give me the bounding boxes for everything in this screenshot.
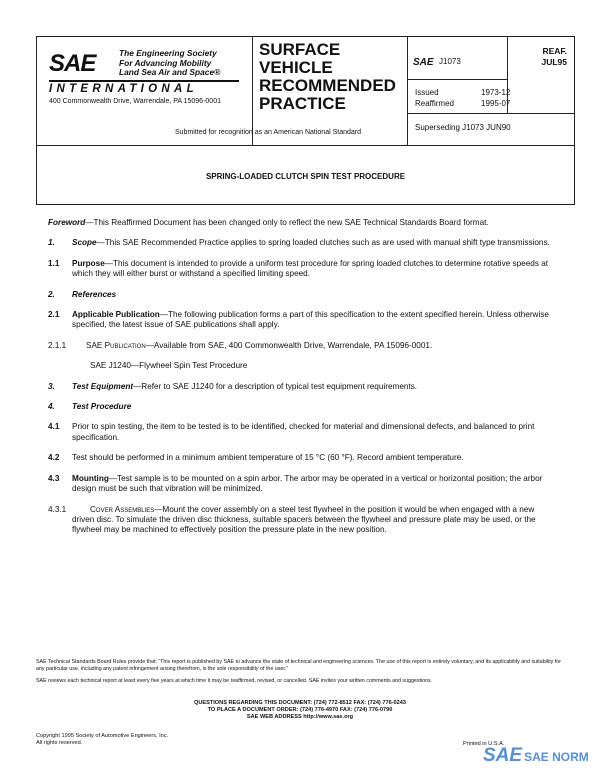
- section-number: 4.3.1: [48, 504, 67, 514]
- section-number: 4.1: [48, 422, 60, 432]
- section-number: 4.: [48, 402, 55, 412]
- doc-type-line-4: PRACTICE: [259, 94, 346, 113]
- questions-line: QUESTIONS REGARDING THIS DOCUMENT: (724) 772-8512 FAX: (724) 776-0243: [193, 700, 406, 706]
- foreword-text: —This Reaffirmed Document has been changed only to reflect the new SAE Technical Standards Board format.: [85, 218, 489, 227]
- society-tagline: [119, 49, 220, 78]
- section-number: 1.1: [48, 258, 60, 268]
- foreword-heading: Foreword: [48, 218, 86, 227]
- reaffirmed-value: 1995-07: [481, 99, 511, 108]
- section-heading: Test Equipment: [72, 381, 134, 391]
- footer-policy: [36, 659, 566, 685]
- reaf-line-2: JUL95: [541, 57, 567, 67]
- section-text: —Refer to SAE J1240 for a description of typical test equipment requirements.: [133, 381, 418, 391]
- reaffirmation-stamp: [541, 46, 567, 68]
- section-number: 2.1: [48, 310, 60, 320]
- contact-info: [0, 700, 600, 721]
- sae-small-logo: SAE: [413, 57, 434, 68]
- divider: [407, 113, 574, 114]
- title-box: [36, 144, 575, 205]
- divider: [407, 37, 408, 145]
- foreword: [36, 218, 550, 228]
- reference-text: SAE J1240—Flywheel Spin Test Procedure: [90, 361, 248, 371]
- issued-label: Issued: [415, 88, 439, 97]
- section-3: [36, 382, 550, 392]
- document-number: J1073: [439, 57, 461, 66]
- section-heading: Applicable Publication: [72, 310, 160, 320]
- section-text: Test should be performed in a minimum ambient temperature of 15 °C (60 °F). Record ambient temperature.: [72, 453, 464, 463]
- tagline-line-2: For Advancing Mobility: [119, 57, 212, 68]
- section-number: 1.: [48, 238, 55, 248]
- rights-line: All rights reserved.: [36, 740, 83, 746]
- issue-dates: [415, 87, 565, 109]
- sae-norm-mark: SAE: [483, 745, 523, 766]
- doc-type-line-3: RECOMMENDED: [259, 76, 396, 95]
- section-text: Prior to spin testing, the item to be tested is to be identified, checked for material and dimensional defects, and balanced to print specification.: [72, 422, 535, 442]
- issued-value: 1973-12: [481, 88, 511, 97]
- section-heading: SAE Publication: [86, 340, 146, 350]
- section-number: 4.3: [48, 473, 60, 483]
- doc-type-line-1: SURFACE: [259, 40, 341, 59]
- ansi-submission-note: Submitted for recognition as an American National Standard: [175, 129, 361, 136]
- section-4-1: [36, 422, 550, 443]
- tagline-line-3: Land Sea Air and Space®: [119, 67, 221, 77]
- document-type: [259, 41, 396, 113]
- section-text: —This SAE Recommended Practice applies to spring loaded clutches such as are used with manual shift type transmissions.: [96, 238, 550, 248]
- section-text: —This document is intended to provide a uniform test procedure for spring loaded clutches to determine rotative speeds at which they will either burst or withstand a specified limiting speed.: [72, 258, 549, 279]
- section-number: 4.2: [48, 453, 60, 463]
- reaffirmed-label: Reaffirmed: [415, 99, 454, 108]
- sae-norm-watermark-logo: [483, 745, 589, 767]
- section-number: 2.1.1: [48, 340, 67, 350]
- section-4-3-1: [36, 505, 550, 536]
- board-policy-text: SAE Technical Standards Board Rules provide that: “This report is published by SAE to advance the state of technical and engineering sciences. The use of this report is entirely voluntary, and its applicability and suitability for any particular use, including any patent infringement arising therefrom, is the sole responsibility of the user.”: [36, 659, 561, 672]
- document-title: SPRING-LOADED CLUTCH SPIN TEST PROCEDURE: [205, 172, 406, 181]
- copyright-line: Copyright 1995 Society of Automotive Engineers, Inc.: [36, 733, 169, 739]
- section-heading: Test Procedure: [72, 402, 132, 412]
- order-line: TO PLACE A DOCUMENT ORDER: (724) 776-4970 FAX: (724) 776-0790: [207, 707, 393, 713]
- section-text: —Available from SAE, 400 Commonwealth Drive, Warrendale, PA 15096-0001.: [145, 340, 433, 350]
- review-text: SAE reviews each technical report at least every five years at which time it may be reaffirmed, revised, or cancelled. SAE invites your written comments and suggestions.: [36, 678, 433, 684]
- international-label: INTERNATIONAL: [49, 80, 239, 95]
- section-number: 3.: [48, 381, 55, 391]
- divider: [407, 79, 507, 80]
- sae-address: 400 Commonwealth Drive, Warrendale, PA 15096-0001: [49, 98, 221, 105]
- section-1: [36, 238, 550, 248]
- reference-item: [36, 361, 550, 371]
- section-heading: References: [72, 289, 117, 299]
- copyright: [36, 733, 168, 747]
- section-text: —Mount the cover assembly on a steel test flywheel in the position it would be when engaged with a new driven disc. To simulate the driven disc thickness, suitable spacers between the flywheel and pressure plate may be used, or the flywheel may be machined to effectively position the pressure plate in the new position.: [72, 504, 536, 535]
- section-1-1: [36, 259, 550, 280]
- section-number: 2.: [48, 289, 55, 299]
- superseding-note: Superseding J1073 JUN90: [415, 123, 511, 132]
- section-text: —The following publication forms a part of this specification to the extent specified herein. Unless otherwise specified, the latest issue of SAE publications shall apply.: [72, 310, 549, 330]
- section-2: [36, 290, 550, 300]
- doc-type-line-2: VEHICLE: [259, 58, 333, 77]
- document-body: [36, 218, 550, 546]
- section-heading: Mounting: [72, 473, 109, 483]
- section-4: [36, 402, 550, 412]
- document-header: [36, 36, 575, 146]
- section-heading: Cover Assemblies: [90, 504, 155, 514]
- section-4-2: [36, 453, 550, 463]
- section-2-1: [36, 310, 550, 331]
- section-4-3: [36, 474, 550, 495]
- section-heading: Scope: [72, 238, 97, 248]
- divider: [507, 37, 508, 113]
- tagline-line-1: The Engineering Society: [119, 48, 217, 58]
- section-heading: Purpose: [72, 258, 105, 268]
- printed-in: Printed in U.S.A.: [463, 741, 505, 747]
- divider: [252, 37, 253, 145]
- reaf-line-1: REAF.: [542, 46, 567, 56]
- sae-logo: SAE: [49, 50, 96, 77]
- section-2-1-1: [36, 341, 550, 351]
- section-text: —Test sample is to be mounted on a spin arbor. The arbor may be operated in a vertical or horizontal position; the arbor design must be such that vibration will be minimized.: [72, 473, 543, 494]
- sae-norm-text: SAE NORM: [524, 750, 589, 764]
- web-address-line: SAE WEB ADDRESS http://www.sae.org: [246, 714, 354, 720]
